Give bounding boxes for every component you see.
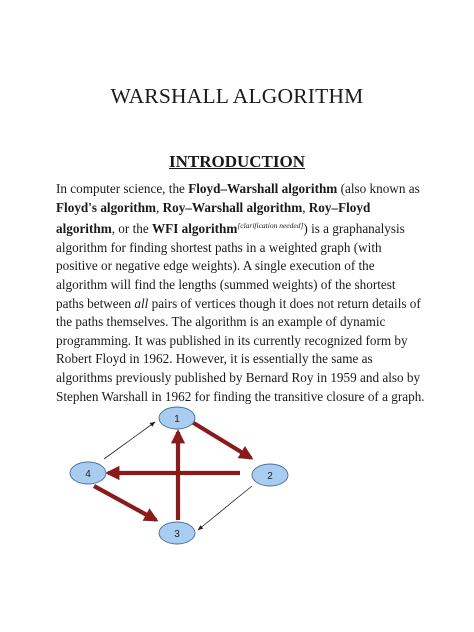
text-run: , bbox=[156, 199, 163, 215]
bold-term: Floyd–Warshall algorithm bbox=[188, 181, 338, 196]
edge-2-3 bbox=[198, 486, 252, 530]
text-run: (also known as bbox=[337, 181, 420, 196]
bold-term: Roy–Floyd algorithm bbox=[56, 199, 371, 237]
text-run: pairs of vertices though it does not return details of the paths themselves. The algorithm is an example of dynamic programming. It was published in its currently recognized form by Robert Floyd in 1962. However, it is essentially the same as algorithms previously published by Bernard Roy in 1959 and also by Stephen Warshall in 1962 for finding the transitive closure of a graph. bbox=[56, 295, 425, 404]
node-label: 3 bbox=[174, 529, 180, 540]
graph-node bbox=[159, 407, 195, 429]
text-run: , or the bbox=[111, 221, 152, 237]
node-label: 2 bbox=[267, 471, 273, 482]
bold-term: Roy–Warshall algorithm bbox=[162, 199, 303, 215]
document-title: WARSHALL ALGORITHM bbox=[110, 84, 364, 108]
superscript-note: [clarification needed] bbox=[237, 221, 304, 231]
text-run: , bbox=[302, 199, 309, 215]
graph-node bbox=[252, 464, 288, 486]
bold-term: Floyd's algorithm bbox=[56, 199, 157, 215]
node-label: 4 bbox=[85, 469, 91, 480]
text-run: ) is a graphanalysis algorithm for finding shortest paths in a weighted graph (with positive or negative edge weights). A single execution of the algorithm will find the lengths (summed weights) of the shortest paths between bbox=[56, 221, 405, 311]
edge-4-1 bbox=[104, 422, 155, 459]
edge-1-2 bbox=[192, 422, 251, 458]
section-heading: INTRODUCTION bbox=[168, 152, 306, 171]
node-label: 1 bbox=[174, 414, 180, 425]
bold-term: WFI algorithm bbox=[151, 221, 238, 237]
graph-node bbox=[159, 522, 195, 544]
graph-diagram bbox=[56, 398, 306, 558]
text-run: In computer science, the bbox=[56, 181, 189, 196]
edge-4-3 bbox=[94, 486, 156, 520]
intro-paragraph bbox=[56, 180, 426, 406]
graph-node bbox=[70, 462, 106, 484]
italic-term: all bbox=[134, 295, 149, 311]
